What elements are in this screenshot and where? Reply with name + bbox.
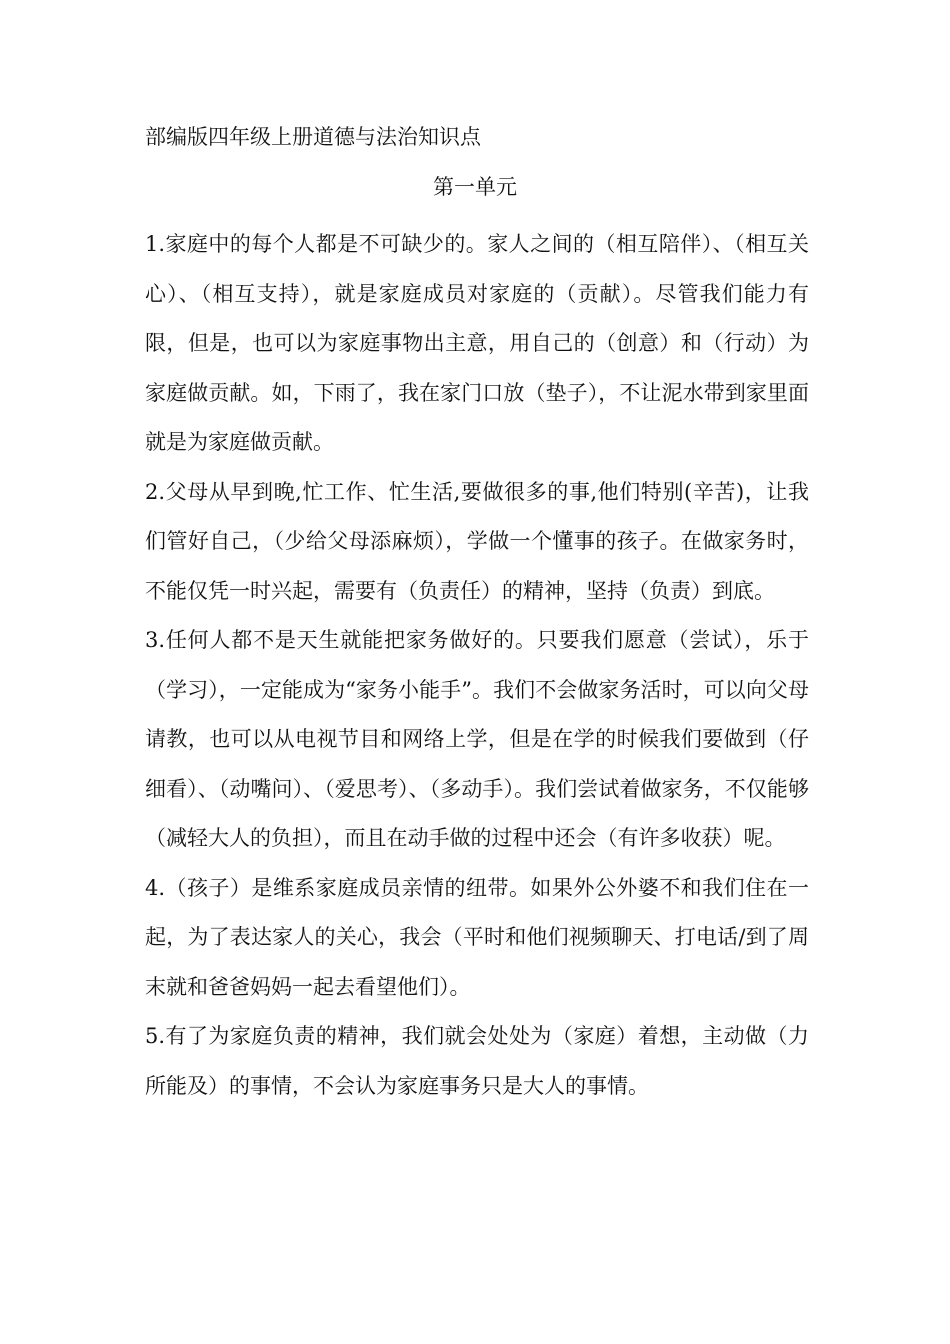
- paragraph-3: 3.任何人都不是天生就能把家务做好的。只要我们愿意（尝试），乐于（学习），一定能成为“家务小能手”。我们不会做家务活时，可以向父母请教，也可以从电视节目和网络上学，但是在学的时候我们要做到（仔细看）、（动嘴问）、（爱思考）、（多动手）。我们尝试着做家务，不仅能够（减轻大人的负担），而且在动手做的过程中还会（有许多收获）呢。: [145, 628, 809, 850]
- paragraph-2: 2.父母从早到晚,忙工作、忙生活,要做很多的事,他们特别(辛苦)，让我们管好自己，（少给父母添麻烦），学做一个懂事的孩子。在做家务时，不能仅凭一时兴起，需要有（负责任）的精神，坚持（负责）到底。: [145, 479, 809, 603]
- section-title: 第一单元: [433, 175, 517, 199]
- document-body: [145, 220, 809, 1111]
- paragraph-4: 4.（孩子）是维系家庭成员亲情的纽带。如果外公外婆不和我们住在一起，为了表达家人的关心，我会（平时和他们视频聊天、打电话/到了周末就和爸爸妈妈一起去看望他们）。: [145, 875, 809, 999]
- paragraph-5: 5.有了为家庭负责的精神，我们就会处处为（家庭）着想，主动做（力所能及）的事情，不会认为家庭事务只是大人的事情。: [145, 1024, 809, 1098]
- paragraph-1: 1.家庭中的每个人都是不可缺少的。家人之间的（相互陪伴）、（相互关心）、（相互支持），就是家庭成员对家庭的（贡献）。尽管我们能力有限，但是，也可以为家庭事物出主意，用自己的（创意）和（行动）为家庭做贡献。如，下雨了，我在家门口放（垫子），不让泥水带到家里面就是为家庭做贡献。: [145, 232, 809, 454]
- document-title: 部编版四年级上册道德与法治知识点: [145, 125, 481, 149]
